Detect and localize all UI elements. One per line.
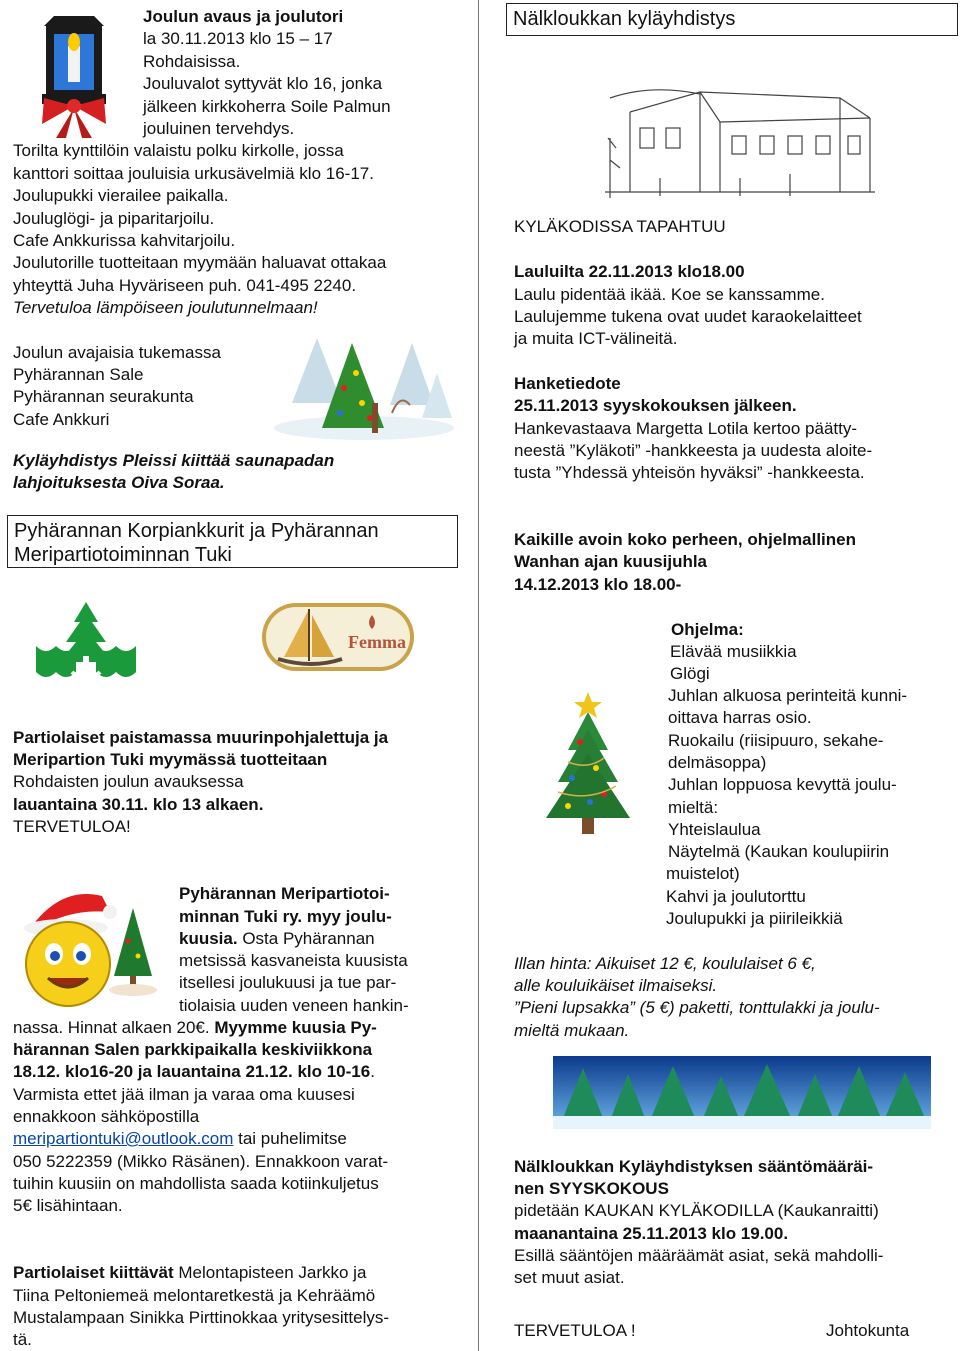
scouts-text: Partiolaiset paistamassa muurinpohjalettuja ja [13,728,389,747]
trees-text: minnan Tuki ry. myy joulu- [179,907,392,926]
project-date: 25.11.2013 syyskokouksen jälkeen. [514,396,797,415]
scouts-text: Rohdaisten joulun avauksessa [13,772,244,791]
canoe-text-regular: Melontapisteen Jarkko ja [173,1263,367,1282]
femma-logo-text: Femma [348,632,406,652]
trees-text: Varmista ettet jää ilman ja varaa oma kuusesi [13,1085,355,1104]
program-item: delmäsoppa) [668,753,767,772]
village-house-sketch [600,78,880,208]
trees-text: ennakkoon sähköpostilla [13,1107,200,1126]
trees-text: härannan Salen parkkipaikalla keskiviikkona [13,1040,373,1059]
program-item: Juhlan loppuosa kevyttä joulu- [668,775,897,794]
scouts-heading: Meripartiotoiminnan Tuki [14,544,232,566]
trees-text: Pyhärannan Meripartiotoi- [179,884,390,903]
canoe-text: tä. [13,1330,32,1349]
trees-text [13,1061,375,1083]
price-text: ”Pieni lupsakka” (5 €) paketti, tonttulakki ja joulu- [514,998,880,1017]
opening-place: Rohdaisissa. [143,52,241,71]
trees-text: tiolaisia uuden veneen hankin- [179,996,409,1015]
singing-text: Laulujemme tukena ovat uudet karaokelaitteet [514,307,862,326]
column-divider [478,0,479,1351]
meeting-text: nen SYYSKOKOUS [514,1179,669,1198]
trees-text: 5€ lisähintaan. [13,1196,123,1215]
opening-text: Joulupukki vierailee paikalla. [13,186,229,205]
scouts-welcome: TERVETULOA! [13,817,131,836]
program-item: Joulupukki ja piirileikkiä [666,909,843,928]
project-text: tusta ”Yhdessä yhteisön hyväksi” -hankkeesta. [514,463,865,482]
trees-text-regular: . [370,1062,375,1081]
opening-text: Joulutorille tuotteitaan myymään haluavat ottakaa [13,253,387,272]
party-text: Kaikille avoin koko perheen, ohjelmallinen [514,530,856,549]
canoe-text-bold: Partiolaiset kiittävät [13,1263,174,1282]
program-item: muistelot) [666,864,740,883]
opening-text: Cafe Ankkurissa kahvitarjoilu. [13,231,236,250]
trees-text: metsissä kasvaneista kuusista [179,951,408,970]
email-link[interactable]: meripartiontuki@outlook.com [13,1129,234,1148]
opening-welcome: Tervetuloa lämpöiseen joulutunnelmaan! [13,298,318,317]
sponsor-item: Pyhärannan Sale [13,365,144,384]
meeting-text: set muut asiat. [514,1268,625,1287]
scout-emblem-logo [34,600,138,686]
snowy-forest-banner [553,1056,931,1129]
project-title: Hanketiedote [514,374,621,393]
association-header-box [506,3,958,36]
singing-text: ja muita ICT-välineitä. [514,329,678,348]
opening-text: Jouluvalot syttyvät klo 16, jonka [143,74,383,93]
singing-text: Laulu pidentää ikää. Koe se kanssamme. [514,285,825,304]
meeting-text: pidetään KAUKAN KYLÄKODILLA (Kaukanraitti) [514,1201,879,1220]
party-text: Wanhan ajan kuusijuhla [514,552,708,571]
trees-text-regular: Osta Pyhärannan [237,929,375,948]
price-text: Illan hinta: Aikuiset 12 €, koululaiset 6 €, [514,954,816,973]
sponsor-item: Cafe Ankkuri [13,410,110,429]
footer-signature: Johtokunta [826,1321,910,1340]
price-text: mieltä mukaan. [514,1021,630,1040]
meeting-date: maanantaina 25.11.2013 klo 19.00. [514,1224,789,1243]
program-item: Elävää musiikkia [670,642,797,661]
canoe-text: Tiina Peltoniemeä melontaretkestä ja Kehräämö [13,1286,376,1305]
scouts-text: Meripartion Tuki myymässä tuotteitaan [13,750,328,769]
program-item: Kahvi ja joulutorttu [666,887,806,906]
program-item: mieltä: [668,798,719,817]
opening-text: Jouluglögi- ja piparitarjoilu. [13,209,215,228]
trees-text: itsellesi joulukuusi ja tue par- [179,973,397,992]
scouts-text: lauantaina 30.11. klo 13 alkaen. [13,795,264,814]
trees-text-bold: Myymme kuusia Py- [214,1018,377,1037]
program-item: Juhlan alkuosa perinteitä kunni- [668,686,908,705]
opening-date: la 30.11.2013 klo 15 – 17 [143,29,333,48]
trees-text-bold: kuusia. [179,929,238,948]
trees-text-bold: 18.12. klo16-20 ja lauantaina 21.12. klo 10-16 [13,1062,371,1081]
opening-text: yhteyttä Juha Hyväriseen puh. 041-495 2240. [13,276,357,295]
lantern-illustration [14,6,134,141]
program-item: Glögi [670,664,710,683]
trees-text [13,1017,377,1039]
association-header: Nälkloukkan kyläyhdistys [513,8,736,30]
thanks-text: lahjoituksesta Oiva Soraa. [13,473,225,492]
trees-text [13,1128,347,1150]
trees-text-regular: tai puhelimitse [233,1129,347,1148]
program-title: Ohjelma: [671,620,744,639]
canoe-text [13,1262,366,1284]
footer-welcome: TERVETULOA ! [514,1321,636,1340]
scouts-heading-box [7,515,458,568]
opening-text: kanttori soittaa jouluisia urkusävelmiä klo 16-17. [13,164,374,183]
christmas-tree-illustration [528,690,638,840]
santa-smiley-illustration [18,886,173,1011]
opening-text: jälkeen kirkkoherra Soile Palmun [143,97,391,116]
project-text: neestä ”Kyläkoti” -hankkeesta ja uudesta aloite- [514,441,873,460]
sponsors-title: Joulun avajaisia tukemassa [13,343,221,362]
femma-logo [262,597,414,677]
thanks-text: Kyläyhdistys Pleissi kiittää saunapadan [13,451,335,470]
meeting-text: Esillä sääntöjen määräämät asiat, sekä mahdolli- [514,1246,884,1265]
trees-text [179,928,375,950]
party-date: 14.12.2013 klo 18.00- [514,575,682,594]
canoe-text: Mustalampaan Sinikka Pirttinokkaa yritysesittelys- [13,1308,390,1327]
trees-text-regular: nassa. Hinnat alkaen 20€. [13,1018,215,1037]
scouts-heading: Pyhärannan Korpiankkurit ja Pyhärannan [14,520,379,542]
trees-text: 050 5222359 (Mikko Räsänen). Ennakkoon varat- [13,1152,389,1171]
events-heading: KYLÄKODISSA TAPAHTUU [514,217,726,236]
sponsor-item: Pyhärannan seurakunta [13,387,194,406]
program-item: Yhteislaulua [668,820,761,839]
price-text: alle kouluikäiset ilmaiseksi. [514,976,718,995]
program-item: Ruokailu (riisipuuro, sekahe- [668,731,884,750]
program-item: oittava harras osio. [668,708,812,727]
project-text: Hankevastaava Margetta Lotila kertoo päätty- [514,419,858,438]
trees-text: tuihin kuusiin on mahdollista saada kotiinkuljetus [13,1174,379,1193]
program-item: Näytelmä (Kaukan koulupiirin [668,842,890,861]
opening-title: Joulun avaus ja joulutori [143,7,344,26]
opening-text: Torilta kynttilöin valaistu polku kirkolle, jossa [13,141,344,160]
christmas-tree-scene-illustration [272,333,457,443]
meeting-text: Nälkloukkan Kyläyhdistyksen sääntömääräi- [514,1157,874,1176]
singing-title: Lauluilta 22.11.2013 klo18.00 [514,262,745,281]
opening-text: jouluinen tervehdys. [143,119,295,138]
